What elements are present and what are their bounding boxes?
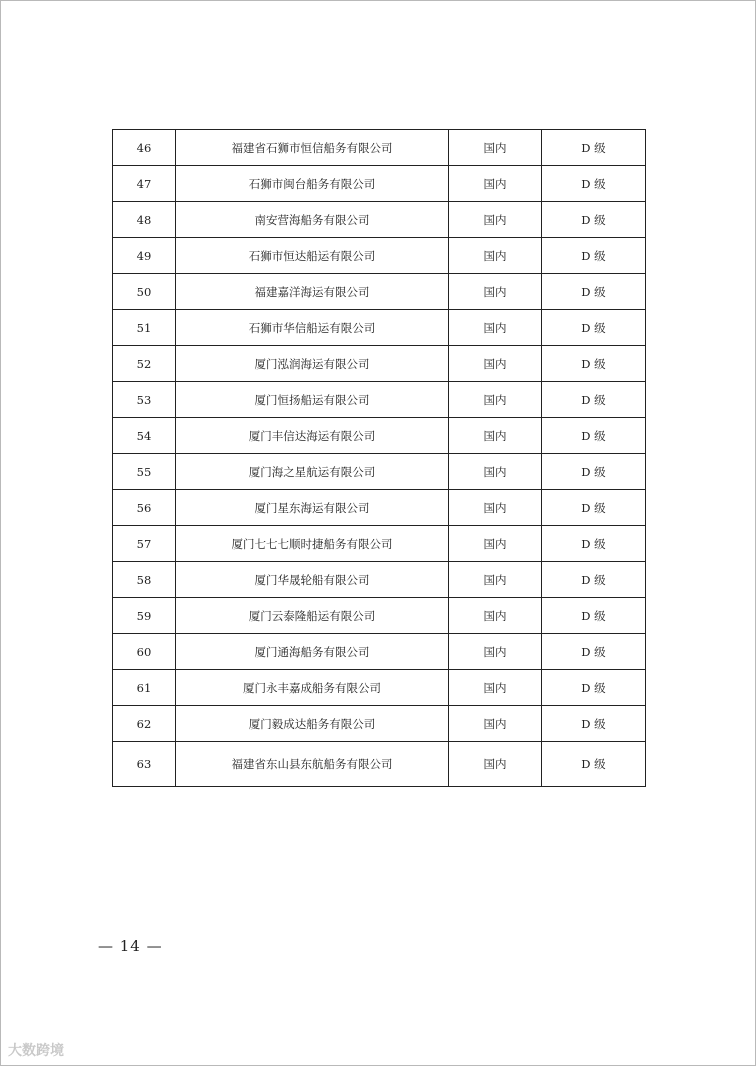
row-number-cell: 63	[113, 742, 176, 787]
grade-cell: D 级	[542, 382, 646, 418]
row-number-cell: 54	[113, 418, 176, 454]
grade-cell: D 级	[542, 310, 646, 346]
company-name-cell: 厦门永丰嘉成船务有限公司	[176, 670, 449, 706]
table-row	[113, 310, 646, 346]
scope-cell: 国内	[449, 526, 542, 562]
grade-cell: D 级	[542, 166, 646, 202]
watermark-logo	[8, 1040, 64, 1060]
row-number-cell: 49	[113, 238, 176, 274]
company-name-cell: 福建省石狮市恒信船务有限公司	[176, 130, 449, 166]
company-name-cell: 厦门七七七顺时捷船务有限公司	[176, 526, 449, 562]
grade-cell: D 级	[542, 598, 646, 634]
grade-cell: D 级	[542, 634, 646, 670]
row-number-cell: 62	[113, 706, 176, 742]
row-number-cell: 55	[113, 454, 176, 490]
scope-cell: 国内	[449, 742, 542, 787]
scope-cell: 国内	[449, 382, 542, 418]
scope-cell: 国内	[449, 130, 542, 166]
table-row	[113, 166, 646, 202]
row-number-cell: 50	[113, 274, 176, 310]
company-name-cell: 石狮市恒达船运有限公司	[176, 238, 449, 274]
table-row	[113, 382, 646, 418]
row-number-cell: 48	[113, 202, 176, 238]
scope-cell: 国内	[449, 562, 542, 598]
grade-cell: D 级	[542, 346, 646, 382]
scope-cell: 国内	[449, 598, 542, 634]
company-name-cell: 厦门云泰隆船运有限公司	[176, 598, 449, 634]
scope-cell: 国内	[449, 634, 542, 670]
scope-cell: 国内	[449, 274, 542, 310]
table-row	[113, 598, 646, 634]
row-number-cell: 47	[113, 166, 176, 202]
row-number-cell: 57	[113, 526, 176, 562]
row-number-cell: 56	[113, 490, 176, 526]
table-row	[113, 418, 646, 454]
row-number-cell: 58	[113, 562, 176, 598]
scope-cell: 国内	[449, 490, 542, 526]
scope-cell: 国内	[449, 346, 542, 382]
row-number-cell: 59	[113, 598, 176, 634]
grade-cell: D 级	[542, 202, 646, 238]
company-rating-table	[112, 129, 646, 787]
grade-cell: D 级	[542, 562, 646, 598]
grade-cell: D 级	[542, 238, 646, 274]
table-body	[113, 130, 646, 787]
company-name-cell: 南安营海船务有限公司	[176, 202, 449, 238]
page-number: — 14 —	[98, 937, 163, 955]
company-name-cell: 厦门泓润海运有限公司	[176, 346, 449, 382]
table-row	[113, 130, 646, 166]
scope-cell: 国内	[449, 454, 542, 490]
table-row	[113, 346, 646, 382]
watermark-text: 大数跨境	[8, 1043, 64, 1059]
company-name-cell: 厦门海之星航运有限公司	[176, 454, 449, 490]
company-name-cell: 厦门毅成达船务有限公司	[176, 706, 449, 742]
scope-cell: 国内	[449, 310, 542, 346]
scope-cell: 国内	[449, 238, 542, 274]
grade-cell: D 级	[542, 526, 646, 562]
company-name-cell: 厦门华晟轮船有限公司	[176, 562, 449, 598]
company-name-cell: 福建嘉洋海运有限公司	[176, 274, 449, 310]
table-row	[113, 634, 646, 670]
company-name-cell: 厦门星东海运有限公司	[176, 490, 449, 526]
grade-cell: D 级	[542, 490, 646, 526]
row-number-cell: 61	[113, 670, 176, 706]
company-name-cell: 厦门丰信达海运有限公司	[176, 418, 449, 454]
table-row	[113, 670, 646, 706]
grade-cell: D 级	[542, 742, 646, 787]
row-number-cell: 51	[113, 310, 176, 346]
company-name-cell: 福建省东山县东航船务有限公司	[176, 742, 449, 787]
table-row	[113, 490, 646, 526]
row-number-cell: 52	[113, 346, 176, 382]
grade-cell: D 级	[542, 130, 646, 166]
scope-cell: 国内	[449, 418, 542, 454]
scope-cell: 国内	[449, 166, 542, 202]
table-row	[113, 202, 646, 238]
table-row	[113, 526, 646, 562]
company-name-cell: 石狮市闽台船务有限公司	[176, 166, 449, 202]
scope-cell: 国内	[449, 670, 542, 706]
scope-cell: 国内	[449, 706, 542, 742]
company-name-cell: 石狮市华信船运有限公司	[176, 310, 449, 346]
grade-cell: D 级	[542, 418, 646, 454]
grade-cell: D 级	[542, 274, 646, 310]
row-number-cell: 46	[113, 130, 176, 166]
table-row	[113, 238, 646, 274]
grade-cell: D 级	[542, 670, 646, 706]
table-row	[113, 454, 646, 490]
grade-cell: D 级	[542, 706, 646, 742]
table-row	[113, 274, 646, 310]
table-row	[113, 742, 646, 787]
company-name-cell: 厦门恒扬船运有限公司	[176, 382, 449, 418]
table-row	[113, 562, 646, 598]
scope-cell: 国内	[449, 202, 542, 238]
table-row	[113, 706, 646, 742]
row-number-cell: 53	[113, 382, 176, 418]
company-name-cell: 厦门通海船务有限公司	[176, 634, 449, 670]
row-number-cell: 60	[113, 634, 176, 670]
grade-cell: D 级	[542, 454, 646, 490]
